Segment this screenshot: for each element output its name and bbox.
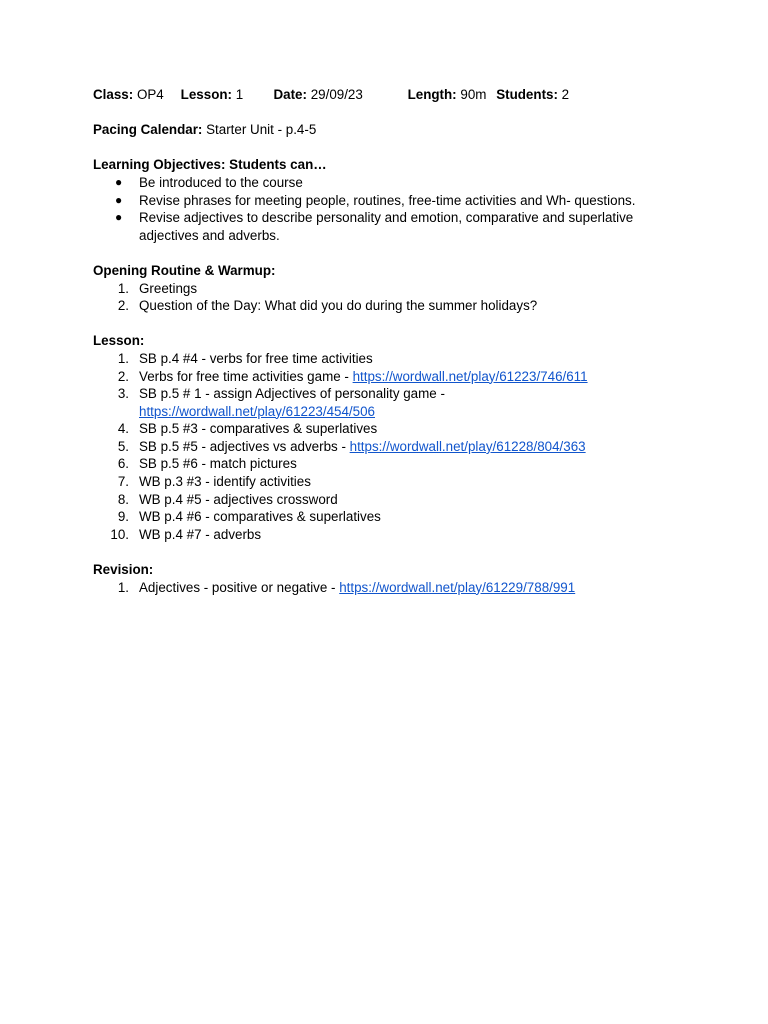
list-item: 4. SB p.5 #3 - comparatives & superlatives [117, 421, 378, 437]
lesson-value: 1 [235, 87, 244, 102]
revision-list [93, 579, 693, 597]
list-item: 7. WB p.3 #3 - identify activities [117, 474, 311, 490]
date-value: 29/09/23 [310, 87, 363, 102]
bullet-icon: ● [115, 192, 123, 207]
warmup-list [93, 280, 693, 315]
list-item: ● Be introduced to the course [115, 174, 303, 190]
class-value: OP4 [136, 87, 164, 102]
lesson-meta-line [93, 86, 693, 104]
students-label: Students: [496, 87, 558, 102]
students-value: 2 [561, 87, 570, 102]
date-label: Date: [273, 87, 307, 102]
pacing-calendar [93, 121, 693, 139]
revision-heading: Revision: [93, 562, 154, 578]
list-item: 3. SB p.5 # 1 - assign Adjectives of personality game - https://wordwall.net/play/61223/454/506 [117, 386, 445, 419]
list-item: 1. SB p.4 #4 - verbs for free time activities [117, 350, 373, 366]
pacing-label: Pacing Calendar: [93, 122, 203, 138]
bullet-icon: ● [115, 174, 123, 189]
objectives-list [93, 174, 693, 244]
list-item: 1. Greetings [117, 280, 198, 296]
bullet-icon: ● [115, 210, 123, 225]
list-item: 8. WB p.4 #5 - adjectives crossword [117, 491, 338, 507]
wordwall-link[interactable]: https://wordwall.net/play/61223/746/611 [352, 368, 588, 384]
pacing-value: Starter Unit - p.4-5 [206, 122, 317, 138]
lesson-heading: Lesson: [93, 333, 145, 349]
list-item: 6. SB p.5 #6 - match pictures [117, 456, 297, 472]
list-item: 5. SB p.5 #5 - adjectives vs adverbs - https://wordwall.net/play/61228/804/363 [117, 438, 586, 454]
list-item: 2. Question of the Day: What did you do during the summer holidays? [117, 298, 538, 314]
lesson-label: Lesson: [180, 87, 233, 102]
list-item: 1. Adjectives - positive or negative - https://wordwall.net/play/61229/788/991 [117, 579, 576, 595]
wordwall-link[interactable]: https://wordwall.net/play/61229/788/991 [339, 579, 576, 595]
list-item: 10. WB p.4 #7 - adverbs [110, 526, 262, 542]
list-item: 9. WB p.4 #6 - comparatives & superlatives [117, 509, 381, 525]
list-item: ● Revise phrases for meeting people, routines, free-time activities and Wh- questions. [115, 192, 636, 208]
list-item: 2. Verbs for free time activities game - https://wordwall.net/play/61223/746/611 [117, 368, 588, 384]
list-item: ● Revise adjectives to describe personality and emotion, comparative and superlative adjectives and adverbs. [115, 210, 634, 243]
length-value: 90m [460, 87, 487, 102]
length-label: Length: [407, 87, 457, 102]
wordwall-link[interactable]: https://wordwall.net/play/61223/454/506 [139, 403, 375, 419]
objectives-heading: Learning Objectives: Students can… [93, 157, 327, 173]
document-page [93, 86, 693, 596]
warmup-heading: Opening Routine & Warmup: [93, 262, 276, 278]
class-label: Class: [93, 87, 134, 102]
wordwall-link[interactable]: https://wordwall.net/play/61228/804/363 [349, 438, 586, 454]
lesson-list [93, 350, 693, 544]
